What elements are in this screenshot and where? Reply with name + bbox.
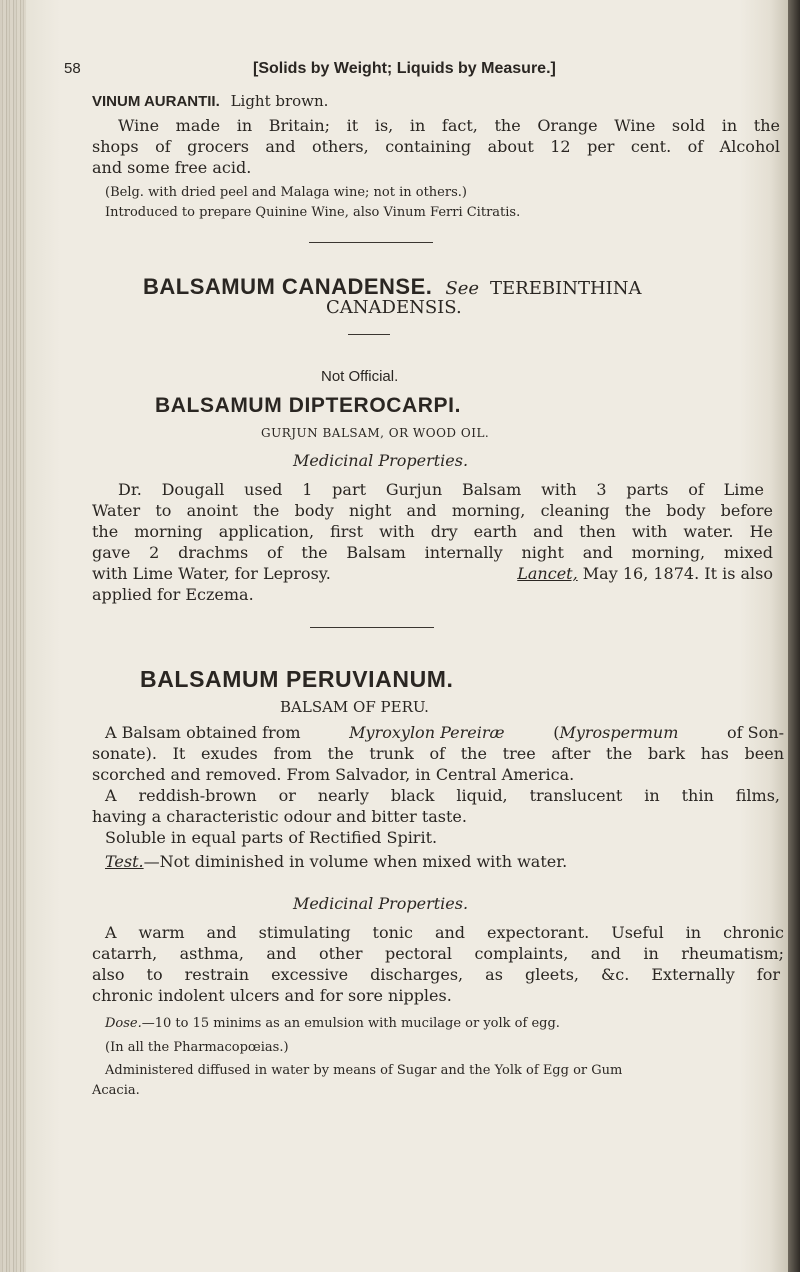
section-divider xyxy=(309,242,433,243)
dipterocarpi-text-line: applied for Eczema. xyxy=(92,585,254,604)
canadense-ref: TEREBINTHINA xyxy=(490,278,642,299)
peruvianum-text-line: sonate). It exudes from the trunk of the tree after the bark has been xyxy=(92,744,784,763)
peruvianum-text-line: having a characteristic odour and bitter taste. xyxy=(92,807,467,826)
canadense-name: BALSAMUM CANADENSE. xyxy=(143,274,433,299)
lancet-reference: Lancet, May 16, 1874. It is also xyxy=(517,564,773,583)
vinum-subtitle: Light brown. xyxy=(230,92,329,110)
location-text: of Son- xyxy=(727,723,784,742)
peruvianum-name: BALSAMUM PERUVIANUM. xyxy=(140,666,454,692)
section-divider xyxy=(348,334,390,335)
dose-label: Dose. xyxy=(105,1016,142,1031)
test-label: Test. xyxy=(105,852,144,871)
administration-note: Administered diffused in water by means of Sugar and the Yolk of Egg or Gum xyxy=(105,1063,623,1078)
dose-text: —10 to 15 minims as an emulsion with mucilage or yolk of egg. xyxy=(141,1016,560,1031)
canadense-ref-continued: CANADENSIS. xyxy=(326,297,462,318)
vinum-text-line: Wine made in Britain; it is, in fact, the Orange Wine sold in the xyxy=(118,116,780,135)
administration-note: Acacia. xyxy=(92,1083,140,1098)
properties-text-line: A warm and stimulating tonic and expectorant. Useful in chronic xyxy=(105,923,784,942)
dipterocarpi-text-line: Dr. Dougall used 1 part Gurjun Balsam with 3 parts of Lime xyxy=(118,480,764,499)
page-edge-shadow xyxy=(788,0,800,1272)
see-reference: See xyxy=(445,278,480,299)
vinum-note: (Belg. with dried peel and Malaga wine; not in others.) xyxy=(105,185,467,200)
book-binding-edge xyxy=(0,0,26,1272)
vinum-text-line: and some free acid. xyxy=(92,158,252,177)
official-status: Not Official. xyxy=(321,368,399,385)
vinum-title-line xyxy=(92,92,328,110)
peruvianum-text-line: scorched and removed. From Salvador, in Central America. xyxy=(92,765,575,784)
peruvianum-text-line: A reddish-brown or nearly black liquid, translucent in thin films, xyxy=(105,786,780,805)
synonym-species: (Myrospermum xyxy=(553,723,679,742)
leprosy-text: with Lime Water, for Leprosy. xyxy=(92,564,331,583)
vinum-text-line: shops of grocers and others, containing about 12 per cent. of Alcohol xyxy=(92,137,780,156)
balsam-obtained-text: A Balsam obtained from xyxy=(105,723,301,742)
properties-text-line: catarrh, asthma, and other pectoral complaints, and in rheumatism; xyxy=(92,944,784,963)
dipterocarpi-synonyms: GURJUN BALSAM, OR WOOD OIL. xyxy=(261,426,490,440)
dipterocarpi-text-line xyxy=(92,564,773,583)
properties-text-line: also to restrain excessive discharges, as gleets, &c. Externally for xyxy=(92,965,780,984)
running-head: [Solids by Weight; Liquids by Measure.] xyxy=(253,60,556,77)
test-text: —Not diminished in volume when mixed with water. xyxy=(143,852,568,871)
species-name: Myroxylon Pereiræ xyxy=(349,723,505,742)
peruvianum-synonym: BALSAM OF PERU. xyxy=(280,698,429,716)
pharmacopoeia-note: (In all the Pharmacopœias.) xyxy=(105,1040,289,1055)
section-divider xyxy=(310,627,434,628)
page-number: 58 xyxy=(64,60,81,77)
vinum-name: VINUM AURANTII. xyxy=(92,93,220,110)
medicinal-properties-heading: Medicinal Properties. xyxy=(293,894,469,913)
dipterocarpi-name: BALSAMUM DIPTEROCARPI. xyxy=(155,394,462,417)
vinum-note: Introduced to prepare Quinine Wine, also Vinum Ferri Citratis. xyxy=(105,205,521,220)
medicinal-properties-heading: Medicinal Properties. xyxy=(293,451,469,470)
dipterocarpi-text-line: the morning application, first with dry earth and then with water. He xyxy=(92,522,773,541)
peruvianum-text-line: Soluble in equal parts of Rectified Spirit. xyxy=(105,828,438,847)
dipterocarpi-text-line: gave 2 drachms of the Balsam internally night and morning, mixed xyxy=(92,543,773,562)
properties-text-line: chronic indolent ulcers and for sore nipples. xyxy=(92,986,452,1005)
test-line xyxy=(105,852,567,871)
peruvianum-text-line xyxy=(105,723,784,742)
dipterocarpi-text-line: Water to anoint the body night and morning, cleaning the body before xyxy=(92,501,773,520)
dose-line xyxy=(105,1016,560,1031)
